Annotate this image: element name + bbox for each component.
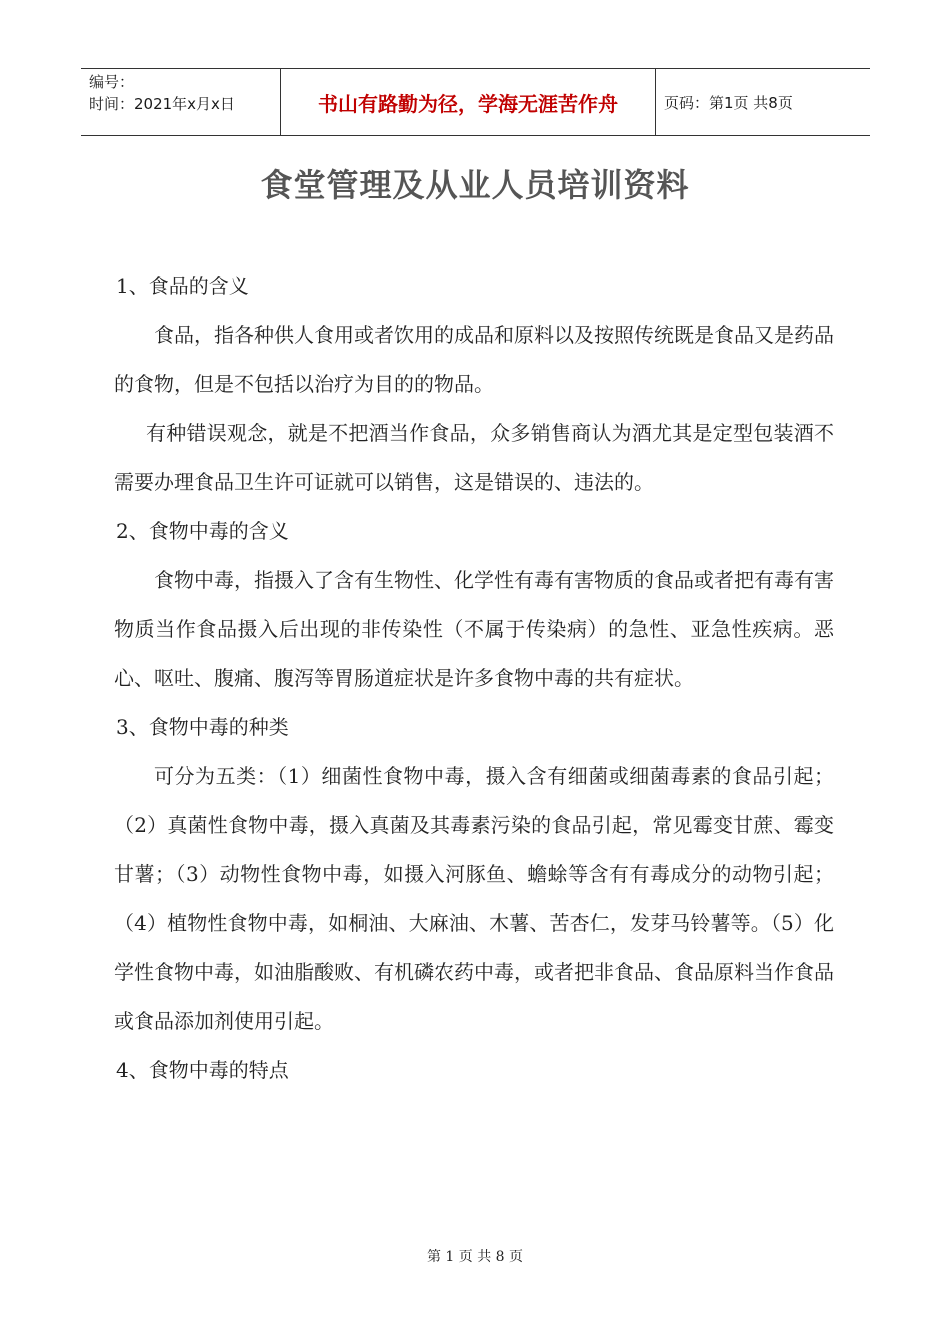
header-page-info: 页码：第1页 共8页 bbox=[664, 93, 793, 112]
section-heading: 2、食物中毒的含义 bbox=[116, 519, 289, 543]
paragraph: 有种错误观念，就是不把酒当作食品，众多销售商认为酒尤其是定型包装酒不需要办理食品卫生许可证就可以销售，这是错误的、违法的。 bbox=[114, 421, 834, 494]
paragraph: 食物中毒，指摄入了含有生物性、化学性有毒有害物质的食品或者把有毒有害物质当作食品摄入后出现的非传染性（不属于传染病）的急性、亚急性疾病。恶心、呕吐、腹痛、腹泻等胃肠道症状是许多食物中毒的共有症状。 bbox=[114, 568, 834, 690]
time-label: 时间：2021年x月x日 bbox=[89, 95, 235, 113]
document-title: 食堂管理及从业人员培训资料 bbox=[260, 166, 690, 204]
header-meta bbox=[81, 69, 281, 135]
section-heading: 3、食物中毒的种类 bbox=[116, 715, 289, 739]
header-motto: 书山有路勤为径，学海无涯苦作舟 bbox=[281, 69, 656, 135]
page-footer: 第 1 页 共 8 页 bbox=[426, 1249, 524, 1265]
paragraph: 可分为五类：（1）细菌性食物中毒，摄入含有细菌或细菌毒素的食品引起；（2）真菌性食物中毒，摄入真菌及其毒素污染的食品引起，常见霉变甘蔗、霉变甘薯；（3）动物性食物中毒，如摄入河豚鱼、蟾蜍等含有有毒成分的动物引起；（4）植物性食物中毒，如桐油、大麻油、木薯、苦杏仁，发芽马铃薯等。（5）化学性食物中毒，如油脂酸败、有机磷农药中毒，或者把非食品、食品原料当作食品或食品添加剂使用引起。 bbox=[114, 764, 834, 1033]
number-label: 编号： bbox=[89, 73, 135, 91]
section-heading: 4、食物中毒的特点 bbox=[116, 1058, 289, 1082]
document-body bbox=[114, 262, 834, 1095]
document-header bbox=[81, 68, 870, 136]
paragraph: 食品，指各种供人食用或者饮用的成品和原料以及按照传统既是食品又是药品的食物，但是不包括以治疗为目的的物品。 bbox=[114, 323, 834, 396]
section-heading: 1、食品的含义 bbox=[116, 274, 249, 298]
